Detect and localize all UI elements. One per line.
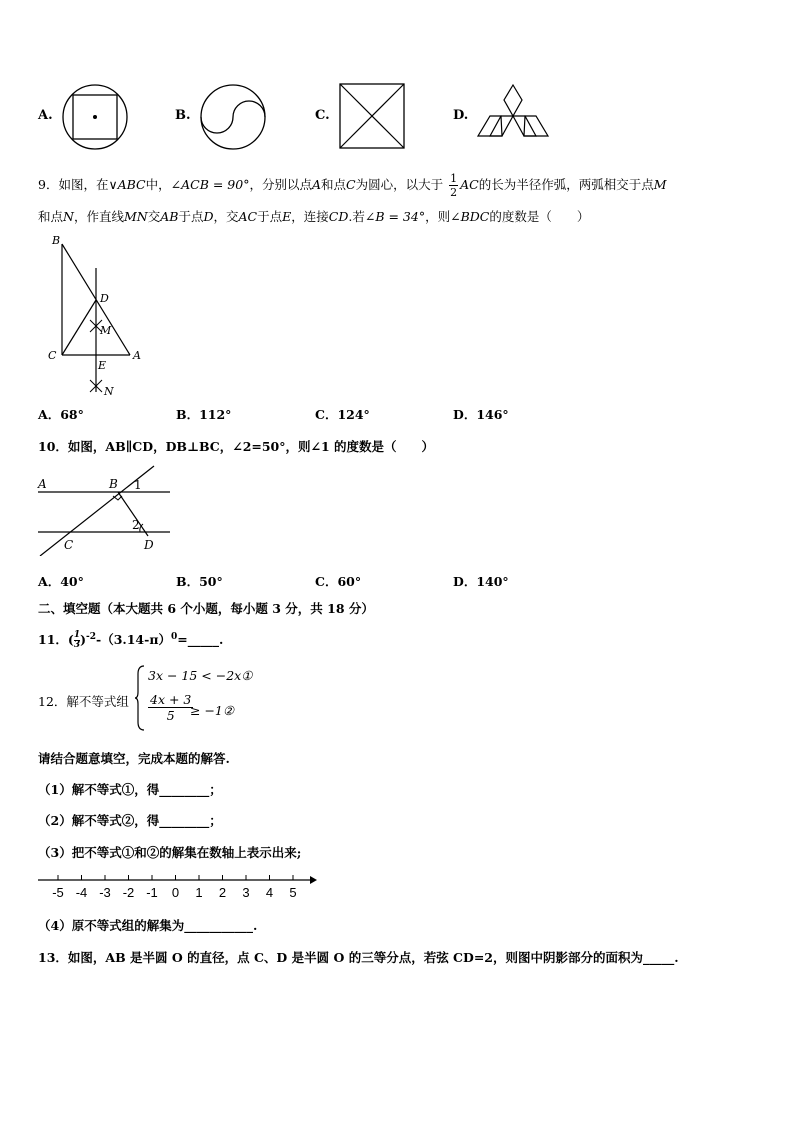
q9-text: 于点 (257, 209, 283, 224)
q10-option-c: C．60° (315, 574, 362, 589)
q9-triangle-figure (40, 230, 160, 402)
q9-segment: AC (460, 177, 479, 192)
q12-inequality-1: 3x − 15 < −2x① (148, 668, 253, 683)
number-line-tick-label: -3 (99, 885, 111, 900)
q8-option-a-label: A. (38, 108, 53, 123)
q8-option-c-label: C. (315, 108, 330, 123)
q10-label-2: 2 (132, 518, 140, 532)
q9-label-d: D (100, 292, 109, 305)
number-line-tick-label: 1 (195, 885, 203, 900)
q11-prefix: 11．( (38, 632, 74, 647)
q9-segment: AC (238, 209, 258, 224)
q11-exponent-2: 0 (170, 631, 178, 642)
q10-parallel-lines-figure (36, 462, 176, 556)
q9-point: E (282, 209, 292, 224)
q9-text: ，交 (213, 209, 239, 224)
q11-suffix: =_____. (177, 632, 224, 647)
number-line-tick-label: 5 (289, 885, 297, 900)
q9-label-b: B (52, 234, 61, 247)
q10-option-b: B．50° (176, 574, 223, 589)
question-13: 13．如图，AB 是半圆 O 的直径，点 C、D 是半圆 O 的三等分点，若弦 CD=2，则图中阴影部分的面积为_____. (38, 950, 679, 965)
yin-yang-curve-figure (197, 82, 269, 152)
q8-option-b-label: B. (175, 108, 191, 123)
number-line-tick-label: 2 (218, 885, 227, 900)
q12-frac-num: 4x + 3 (150, 692, 192, 707)
q9-angle: ∠B = 34° (364, 209, 426, 224)
q9-fraction (449, 172, 458, 199)
q9-label-m: M (100, 324, 112, 337)
section-2-heading: 二、填空题（本大题共 6 个小题，每小题 3 分，共 18 分） (38, 601, 374, 616)
step-4: （4）原不等式组的解集为___________. (38, 918, 258, 933)
q9-text: 交 (147, 209, 161, 224)
q9-triangle: ∨ABC (108, 177, 146, 192)
q9-point: C (346, 177, 356, 192)
step-2: （2）解不等式②，得________； (38, 813, 222, 828)
q9-option-a: A．68° (38, 407, 84, 422)
q9-text: 的度数是（ ） (489, 209, 590, 224)
q9-line-2 (38, 207, 589, 225)
q9-option-b: B．112° (176, 407, 232, 422)
q9-text: 中， (145, 177, 171, 192)
q10-option-d: D．140° (453, 574, 509, 589)
number-line-tick-label: 0 (171, 885, 180, 900)
q10-label-b: B (109, 477, 118, 491)
q9-label-c: C (48, 349, 57, 362)
q9-text: ，连接 (291, 209, 329, 224)
q9-angle: ∠ACB = 90° (170, 177, 250, 192)
q10-label-d: D (144, 538, 154, 552)
number-line-tick-label: -5 (52, 885, 64, 900)
q9-point: N (63, 209, 74, 224)
q9-segment: CD (328, 209, 349, 224)
q9-text: 为圆心，以大于 (355, 177, 444, 192)
number-line-tick-label: 3 (242, 885, 250, 900)
q11-middle: -（3.14-π） (96, 632, 171, 647)
q9-line-1 (38, 172, 667, 199)
number-line-ticks (52, 875, 296, 900)
q8-option-d-label: D. (453, 108, 469, 123)
q10-label-1: 1 (134, 478, 142, 492)
step-3: （3）把不等式①和②的解集在数轴上表示出来; (38, 845, 302, 860)
q9-option-d: D．146° (453, 407, 509, 422)
number-line (36, 870, 318, 904)
q9-point: D (203, 209, 214, 224)
number-line-tick-label: -4 (75, 885, 88, 900)
q9-text: 9．如图，在 (38, 177, 109, 192)
q9-text: 和点 (38, 209, 64, 224)
q12-prefix: 12．解不等式组 (38, 694, 129, 709)
q9-text: .若 (348, 209, 365, 224)
circle-square-dot-figure (60, 82, 130, 152)
instruction-text: 请结合题意填空，完成本题的解答. (38, 751, 230, 766)
q9-angle: ∠BDC (450, 209, 490, 224)
q11-exponent-1: -2 (86, 631, 96, 642)
q11-frac-den: 3 (73, 640, 81, 650)
number-line-tick-label: -1 (146, 885, 158, 900)
q12-inequality-2-fraction (148, 692, 193, 723)
q12-frac-den: 5 (166, 708, 175, 723)
q9-segment: MN (123, 209, 148, 224)
q9-segment: AB (160, 209, 179, 224)
number-line-tick-label: 4 (265, 885, 274, 900)
square-diagonals-figure (338, 82, 408, 152)
q9-text: ，分别以点 (249, 177, 312, 192)
three-rhombus-figure (476, 80, 550, 150)
q9-point: A (311, 177, 322, 192)
q10-label-a: A (38, 477, 47, 491)
q9-option-c: C．124° (315, 407, 370, 422)
q11-fraction (74, 631, 80, 650)
q11-frac-num: 1 (73, 630, 81, 640)
step-1: （1）解不等式①，得________； (38, 782, 222, 797)
number-line-tick-label: -2 (122, 885, 135, 900)
q9-label-e: E (98, 359, 107, 372)
question-11: 11．( $\frac{1}{3}$ )$^{-2}-(3.14-\pi)^0=\_\_\_\_\_$. (38, 630, 224, 650)
q9-label-a: A (133, 349, 141, 362)
q9-text: 于点 (178, 209, 204, 224)
q9-frac-den: 2 (450, 186, 458, 199)
q9-text: ，则 (425, 209, 451, 224)
q10-label-c: C (64, 538, 74, 552)
q9-label-n: N (104, 385, 114, 398)
q10-text: 10．如图，AB∥CD，DB⊥BC，∠2=50°，则∠1 的度数是（ ） (38, 439, 435, 454)
q9-text: 和点 (321, 177, 347, 192)
q10-option-a: A．40° (38, 574, 84, 589)
q9-point: M (653, 177, 667, 192)
q9-text: ，作直线 (73, 209, 124, 224)
q9-frac-num: 1 (450, 172, 458, 185)
left-brace-icon (134, 664, 146, 732)
q9-text: 的长为半径作弧，两弧相交于点 (478, 177, 654, 192)
q12-inequality-2-rest: ≥ −1② (190, 703, 235, 718)
